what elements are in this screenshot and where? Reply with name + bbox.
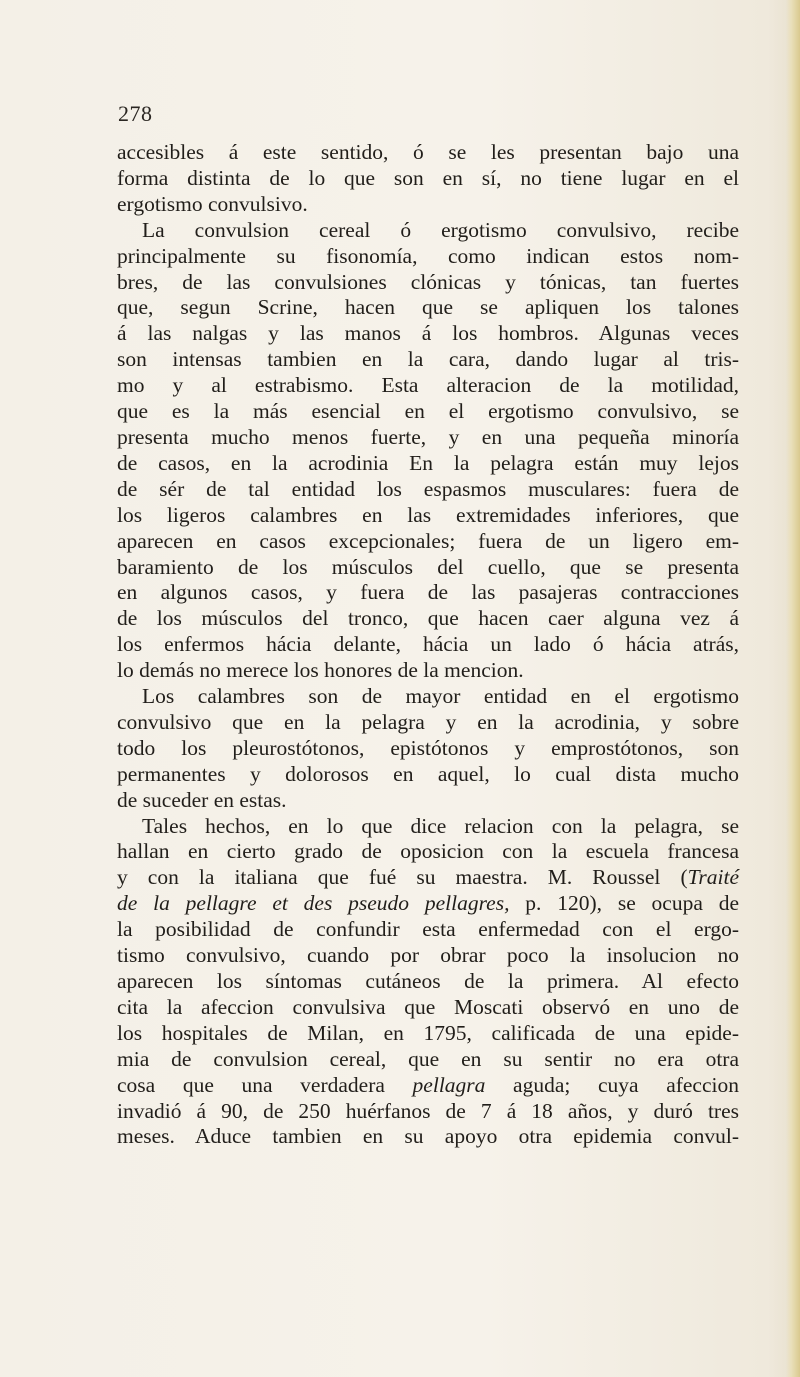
text-line: de los músculos del tronco, que hacen caer alguna vez á bbox=[117, 606, 739, 631]
text-line: de casos, en la acrodinia En la pelagra están muy lejos bbox=[117, 450, 739, 475]
text-line: tismo convulsivo, cuando por obrar poco la insolucion no bbox=[117, 943, 739, 968]
text-line: aparecen los síntomas cutáneos de la primera. Al efecto bbox=[117, 969, 739, 993]
text-line: la posibilidad de confundir esta enfermedad con el ergo- bbox=[117, 917, 739, 942]
text-line: hallan en cierto grado de oposicion con la escuela francesa bbox=[117, 839, 739, 864]
page-number: 278 bbox=[118, 101, 153, 126]
body-text bbox=[117, 140, 739, 1150]
text-line: de suceder en estas. bbox=[117, 787, 287, 812]
text-line: lo demás no merece los honores de la mencion. bbox=[117, 658, 524, 683]
text-line: Los calambres son de mayor entidad en el ergotismo bbox=[142, 684, 739, 709]
text-line: forma distinta de lo que son en sí, no tiene lugar en el bbox=[117, 165, 739, 190]
text-line: meses. Aduce tambien en su apoyo otra epidemia convul- bbox=[117, 1124, 739, 1149]
text-line: principalmente su fisonomía, como indican estos nom- bbox=[117, 243, 739, 268]
text-line: de sér de tal entidad los espasmos musculares: fuera de bbox=[117, 476, 739, 501]
text-line: los enfermos hácia delante, hácia un lado ó hácia atrás, bbox=[117, 632, 739, 657]
text-segment: cosa que una verdadera bbox=[117, 1072, 413, 1097]
text-line: permanentes y dolorosos en aquel, lo cual dista mucho bbox=[117, 761, 739, 786]
text-line: accesibles á este sentido, ó se les presentan bajo una bbox=[117, 140, 739, 164]
text-line: que, segun Scrine, hacen que se apliquen los talones bbox=[117, 295, 739, 320]
text-line: aparecen en casos excepcionales; fuera de un ligero em- bbox=[117, 528, 739, 553]
text-line: mo y al estrabismo. Esta alteracion de la motilidad, bbox=[117, 373, 739, 398]
text-line: La convulsion cereal ó ergotismo convulsivo, recibe bbox=[142, 217, 739, 242]
text-line: presenta mucho menos fuerte, y en una pequeña minoría bbox=[117, 424, 739, 449]
text-line: son intensas tambien en la cara, dando lugar al tris- bbox=[117, 347, 739, 372]
text-segment: p. 120), se ocupa de bbox=[509, 891, 740, 916]
italic-title: de la pellagre et des pseudo pellagres, bbox=[117, 891, 510, 916]
italic-title: Traité bbox=[687, 865, 739, 890]
text-line bbox=[117, 1073, 739, 1099]
italic-title: pellagra bbox=[412, 1072, 486, 1097]
text-line: bres, de las convulsiones clónicas y tónicas, tan fuertes bbox=[117, 269, 739, 294]
text-line: convulsivo que en la pelagra y en la acrodinia, y sobre bbox=[117, 709, 739, 734]
text-line: los ligeros calambres en las extremidades inferiores, que bbox=[117, 502, 739, 527]
text-line: Tales hechos, en lo que dice relacion con la pelagra, se bbox=[142, 813, 739, 838]
text-segment: aguda; cuya afeccion bbox=[485, 1072, 739, 1097]
text-line: baramiento de los músculos del cuello, que se presenta bbox=[117, 554, 739, 579]
text-line: que es la más esencial en el ergotismo convulsivo, se bbox=[117, 399, 739, 424]
text-line: los hospitales de Milan, en 1795, calificada de una epide- bbox=[117, 1020, 739, 1045]
text-segment: y con la italiana que fué su maestra. M. Roussel ( bbox=[117, 865, 688, 890]
text-line: invadió á 90, de 250 huérfanos de 7 á 18 años, y duró tres bbox=[117, 1098, 739, 1123]
text-line bbox=[117, 891, 739, 917]
text-line: todo los pleurostótonos, epistótonos y emprostótonos, son bbox=[117, 735, 739, 760]
text-line: en algunos casos, y fuera de las pasajeras contracciones bbox=[117, 580, 739, 605]
text-line: cita la afeccion convulsiva que Moscati observó en uno de bbox=[117, 994, 739, 1019]
page-edge bbox=[786, 0, 800, 1377]
text-line bbox=[117, 865, 739, 891]
text-line: mia de convulsion cereal, que en su sentir no era otra bbox=[117, 1046, 739, 1071]
text-line: ergotismo convulsivo. bbox=[117, 191, 308, 216]
text-line: á las nalgas y las manos á los hombros. Algunas veces bbox=[117, 321, 739, 346]
